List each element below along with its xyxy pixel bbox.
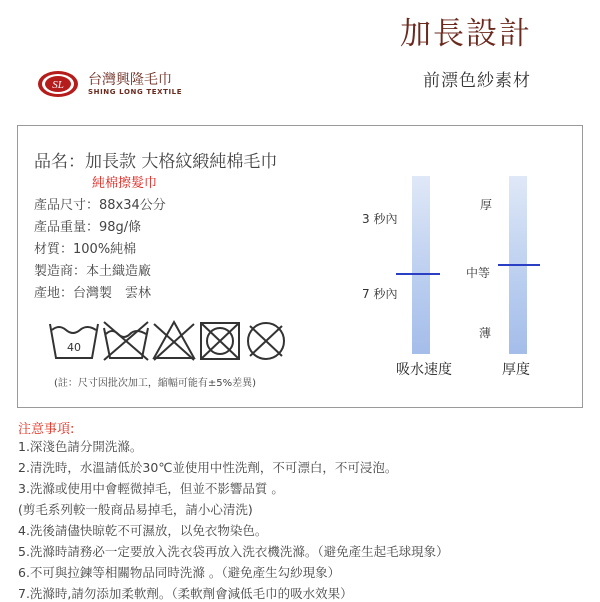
thickness-top-label: 厚: [480, 198, 493, 212]
thickness-gauge-marker: [498, 264, 540, 266]
thickness-mid-label: 中等: [466, 266, 491, 280]
no-chlorine-icon: [154, 322, 194, 360]
note-item: 5.洗滌時請務必一定要放入洗衣袋再放入洗衣機洗滌。（避免產生起毛球現象）: [18, 544, 449, 559]
note-item: 6.不可與拉鍊等相關物品同時洗滌 。（避免產生勾紗現象）: [18, 565, 341, 580]
absorb-bottom-label: 7 秒內: [362, 287, 398, 301]
sl-logo-icon: [36, 68, 80, 100]
brand-logo: [36, 66, 226, 106]
absorb-gauge-marker: [396, 273, 440, 275]
no-tumble-dry-icon: [201, 323, 239, 359]
note-item: 1.深淺色請分開洗滌。: [18, 439, 143, 454]
note-item: (剪毛系列較一般商品易掉毛，請小心清洗): [18, 502, 253, 517]
page-subtitle: 前漂色紗素材: [423, 71, 531, 91]
logo-letters: SL: [52, 79, 64, 91]
thickness-bottom-label: 薄: [479, 326, 492, 340]
no-dry-clean-icon: [248, 323, 284, 359]
spec-material: 材質：100%純棉: [34, 242, 137, 257]
spec-size: 產品尺寸：88x34公分: [34, 198, 166, 213]
spec-weight: 產品重量：98g/條: [34, 220, 142, 235]
note-item: 4.洗後請儘快晾乾不可濕放，以免衣物染色。: [18, 523, 268, 538]
brand-name-en: SHING LONG TEXTILE: [88, 88, 183, 96]
note-item: 3.洗滌或使用中會輕微掉毛，但並不影響品質 。: [18, 481, 284, 496]
spec-origin: 產地：台灣製 雲林: [34, 286, 152, 301]
notes-title: 注意事項:: [18, 422, 75, 437]
product-name: 品名：加長款 大格紋緞純棉毛巾: [34, 152, 278, 172]
brand-name-cn: 台灣興隆毛巾: [88, 72, 172, 88]
absorb-top-label: 3 秒內: [362, 212, 398, 226]
wash-temp: 40: [67, 341, 81, 354]
spec-maker: 製造商：本土織造廠: [34, 264, 152, 279]
note-item: 7.洗滌時,請勿添加柔軟劑。（柔軟劑會減低毛巾的吸水效果）: [18, 586, 353, 601]
absorb-gauge-title: 吸水速度: [396, 362, 452, 378]
care-symbols: [48, 318, 288, 362]
size-note: (註：尺寸因批次加工，縮幅可能有±5%差異): [54, 378, 257, 389]
page-title: 加長設計: [400, 16, 532, 52]
thickness-gauge-title: 厚度: [502, 362, 530, 378]
absorb-gauge-bar: [412, 176, 430, 354]
product-subtitle: 純棉擦髮巾: [92, 176, 158, 191]
note-item: 2.清洗時，水溫請低於30℃並使用中性洗劑，不可漂白，不可浸泡。: [18, 460, 398, 475]
no-bleach-icon: [104, 322, 148, 360]
wash-40-icon: [50, 324, 98, 358]
